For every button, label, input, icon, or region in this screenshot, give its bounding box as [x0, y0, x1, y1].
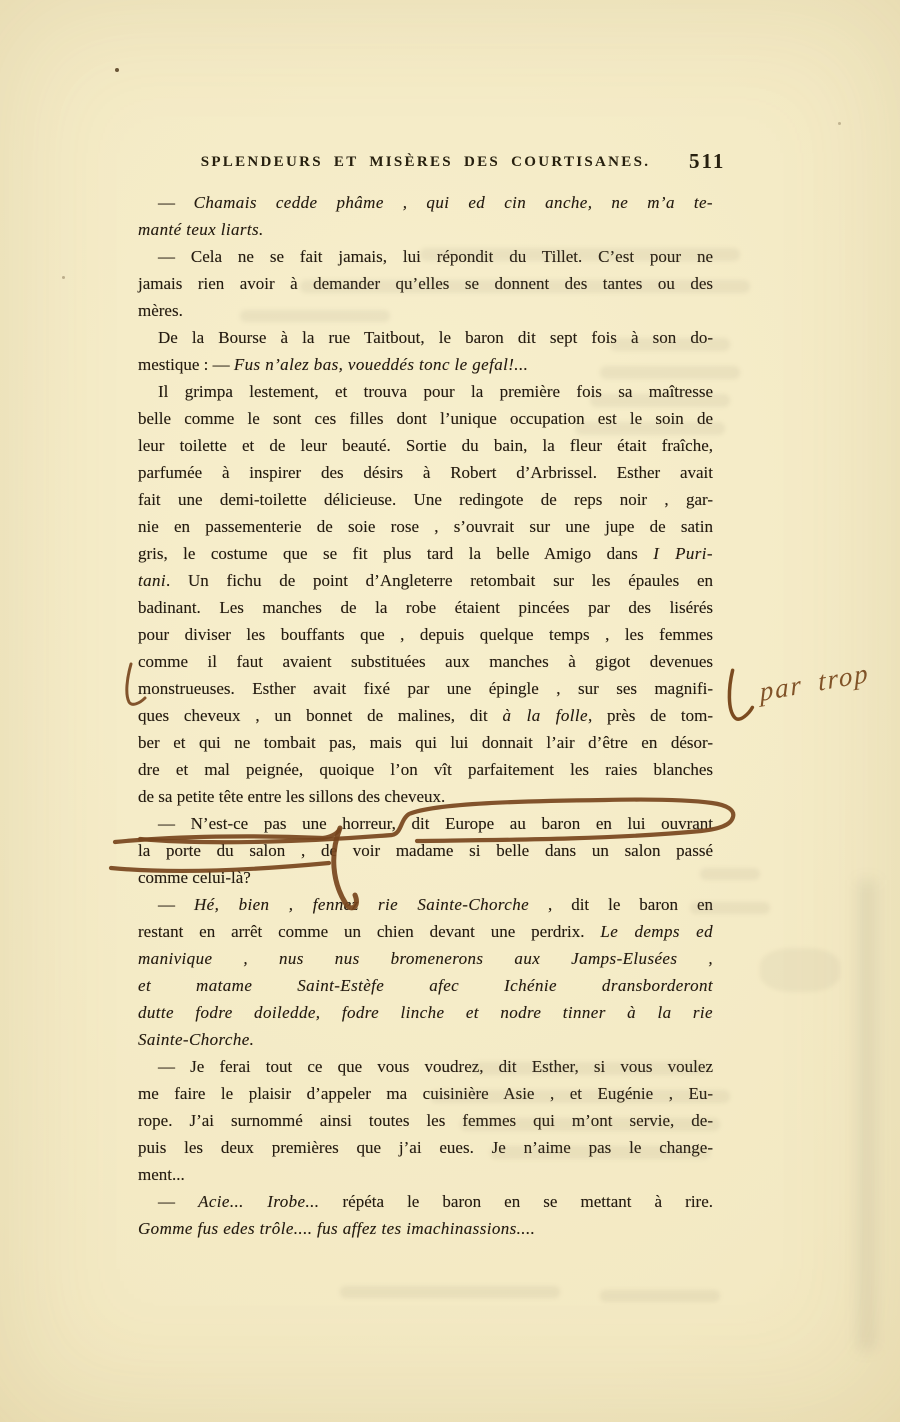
paper-speck: [838, 122, 841, 125]
show-through-ghost: [600, 1290, 720, 1302]
text-line: leur toilette et de leur beauté. Sortie du bain, la fleur était fraîche,: [138, 436, 713, 455]
text-line: ber et qui ne tombait pas, mais qui lui donnait l’air d’être en désor-: [138, 733, 713, 752]
text-line: — Je ferai tout ce que vous voudrez, dit Esther, si vous voulez: [158, 1057, 713, 1076]
text-line: ment...: [138, 1165, 185, 1184]
text-line: — N’est-ce pas une horreur, dit Europe au baron en lui ouvrant: [158, 814, 713, 833]
text-line: — Chamais cedde phâme , qui ed cin anche, ne m’a te-: [158, 193, 713, 212]
margin-note-handwriting: [711, 618, 900, 749]
text-line: belle comme le sont ces filles dont l’unique occupation est le soin de: [138, 409, 713, 428]
text-line: me faire le plaisir d’appeler ma cuisinière Asie , et Eugénie , Eu-: [138, 1084, 713, 1103]
text-line: rope. J’ai surnommé ainsi toutes les femmes qui m’ont servie, de-: [138, 1111, 713, 1130]
text-line: comme celui-là?: [138, 868, 251, 887]
text-line: mestique : — Fus n’alez bas, voueddés tonc le gefal!...: [138, 355, 529, 374]
text-line: fait une demi-toilette délicieuse. Une redingote de reps noir , gar-: [138, 490, 713, 509]
running-head-title: SPLENDEURS ET MISÈRES DES COURTISANES.: [200, 154, 651, 170]
scan-shadow: [858, 880, 876, 1350]
text-line: — Cela ne se fait jamais, lui répondit du Tillet. C’est pour ne: [158, 247, 713, 266]
text-line: restant en arrêt comme un chien devant une perdrix. Le demps ed: [138, 922, 713, 941]
text-line: de sa petite tête entre les sillons des cheveux.: [138, 787, 446, 806]
text-line: Il grimpa lestement, et trouva pour la première fois sa maîtresse: [158, 382, 713, 401]
handwriting-flourish-icon: [714, 661, 761, 730]
text-line: dre et mal peignée, quoique l’on vît parfaitement les raies blanches: [138, 760, 713, 779]
text-line: monstrueuses. Esther avait fixé par une épingle , sur ses magnifi-: [138, 679, 713, 698]
text-line: tani. Un fichu de point d’Angleterre retombait sur les épaules en: [138, 571, 713, 590]
text-line: comme il faut avaient substituées aux manches à gigot devenues: [138, 652, 713, 671]
show-through-ghost: [340, 1286, 560, 1298]
text-line: manivique , nus nus bromenerons aux Jamps-Elusées ,: [138, 949, 713, 968]
text-line: pour diviser les bouffants que , depuis quelque temps , les femmes: [138, 625, 713, 644]
text-line: dutte fodre doiledde, fodre linche et nodre tinner à la rie: [138, 1003, 713, 1022]
text-line: parfumée à inspirer des désirs à Robert d’Arbrissel. Esther avait: [138, 463, 713, 482]
text-line: mères.: [138, 301, 183, 320]
text-line: Sainte-Chorche.: [138, 1030, 255, 1049]
show-through-ghost: [760, 948, 840, 992]
paper-speck: [115, 68, 119, 72]
text-line: et matame Saint-Estèfe afec Ichénie dransborderont: [138, 976, 713, 995]
paper-speck: [62, 276, 65, 279]
text-line: la porte du salon , de voir madame si belle dans un salon passé: [138, 841, 713, 860]
text-line: jamais rien avoir à demander qu’elles se donnent des tantes ou des: [138, 274, 713, 293]
text-line: — Acie... Irobe... répéta le baron en se mettant à rire.: [158, 1192, 713, 1211]
text-line: gris, le costume que se fit plus tard la belle Amigo dans I Puri-: [138, 544, 713, 563]
text-line: badinant. Les manches de la robe étaient pincées par des lisérés: [138, 598, 713, 617]
text-line: nie en passementerie de soie rose , s’ouvrait sur une jupe de satin: [138, 517, 713, 536]
text-line: — Hé, bien , fennez rie Sainte-Chorche , dit le baron en: [158, 895, 714, 914]
text-line: ques cheveux , un bonnet de malines, dit à la folle, près de tom-: [138, 706, 713, 725]
text-block: [138, 189, 713, 1242]
text-line: puis les deux premières que j’ai eues. Je n’aime pas le change-: [138, 1138, 713, 1157]
text-line: manté teux liarts.: [138, 220, 264, 239]
text-line: Gomme fus edes trôle.... fus affez tes imachinassions....: [138, 1219, 536, 1238]
margin-note-text: par trop: [758, 657, 871, 707]
page-number: 511: [689, 149, 726, 173]
text-line: De la Bourse à la rue Taitbout, le baron dit sept fois à son do-: [158, 328, 713, 347]
